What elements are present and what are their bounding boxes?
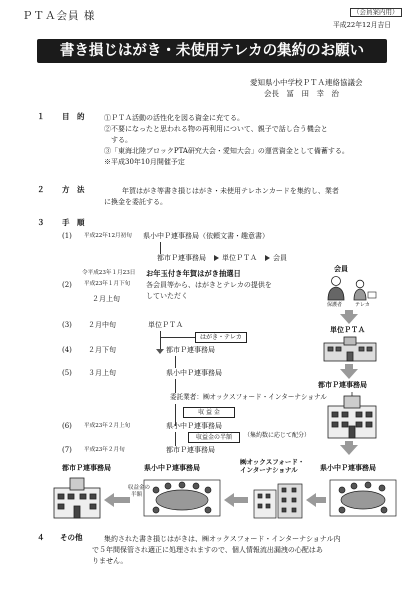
page-title: 書き損じはがき・未使用テレカの集約のお願い — [37, 39, 387, 63]
step-5-number: (5) — [62, 369, 72, 377]
step-1-date: 平成22年12月初旬 — [84, 233, 132, 239]
step-1-sub-unit: 単位ＰＴＡ — [222, 254, 257, 262]
step-1-number: (1) — [62, 232, 72, 240]
step-5-text: 県小中Ｐ連事務局 — [166, 369, 222, 377]
vendor-buildings-icon — [254, 484, 302, 518]
meeting-room-icon — [144, 480, 220, 516]
step-3-tag: はがき・テレカ — [195, 332, 247, 343]
city-hall-icon — [328, 392, 376, 438]
step-1-text: 県小中Ｐ連事務局（依頼文書・趣意書） — [143, 232, 269, 240]
step-2-date: 平成23年１月下旬 — [84, 281, 131, 287]
parent-figure-icon — [328, 277, 344, 301]
bottom-city-hall-icon — [54, 478, 100, 518]
bottom-arrow-left-icon — [104, 493, 130, 507]
step-6-text: 県小中Ｐ連事務局 — [166, 422, 222, 430]
other-heading: その他 — [60, 533, 83, 542]
step-7-date: 平成23年２月旬 — [84, 447, 125, 453]
step-7-text: 都市Ｐ連事務局 — [166, 446, 215, 454]
step-1-sub-member: 会員 — [273, 254, 287, 262]
document-date: 平成22年12月吉日 — [333, 21, 392, 29]
document-badge: （会員案内用） — [350, 8, 402, 17]
purpose-item-2: ②不要になったと思われる物の再利用について、親子で話し合う機会と — [104, 125, 328, 133]
organization-name: 愛知県小中学校ＰＴＡ連絡協議会 — [250, 78, 363, 87]
arrow-down-1 — [340, 314, 358, 324]
step-2-text-2: 各会員等から、はがきとテレカの提供を — [146, 281, 272, 289]
step-4-number: (4) — [62, 346, 72, 354]
steps-number: ３ — [37, 218, 45, 227]
recipient: ＰＴＡ会員 様 — [22, 10, 96, 22]
child-figure-icon — [354, 280, 366, 300]
method-line-2: に換金を委託する。 — [104, 198, 167, 206]
meeting-room-right-icon — [330, 480, 396, 516]
step-6-number: (6) — [62, 422, 72, 430]
purpose-note: ※平成30年10月開催予定 — [104, 158, 185, 166]
step-2-date-2: ２月上旬 — [92, 295, 120, 303]
bottom-arrow-left-3-icon — [306, 493, 326, 507]
bottom-flow-illustration — [10, 474, 410, 524]
step-6-connector — [175, 432, 176, 446]
arrow-down-2 — [340, 369, 358, 379]
steps-heading: 手 順 — [62, 218, 85, 227]
step-1-connector — [160, 242, 161, 254]
bottom-vendor-label-1: ㈱オックスフォード・ — [240, 458, 305, 466]
step-4-connector — [175, 356, 176, 368]
step-2-date-0: 令平成23年１月23日 — [82, 270, 136, 276]
other-line-3: りません。 — [92, 557, 128, 565]
step-1-arrow-2 — [265, 255, 270, 261]
step-3-date: ２月中旬 — [88, 321, 116, 329]
step-6-date: 平成23年２月上旬 — [84, 423, 131, 429]
bottom-pref-office-label-1: 県小中Ｐ連事務局 — [144, 464, 200, 472]
step-5-date: ３月上旬 — [88, 369, 116, 377]
half-label-2: 半額 — [131, 492, 143, 498]
step-4-date: ２月下旬 — [88, 346, 116, 354]
other-number: ４ — [37, 533, 45, 542]
step-3-number: (3) — [62, 321, 72, 329]
half-note: （集約数に応じて配分） — [244, 432, 311, 439]
diagram-parent-label: 保護者 — [327, 302, 343, 308]
bottom-vendor-label-2: インターナショナル — [240, 466, 298, 474]
other-line-1: 集約された書き損じはがきは、㈱オックスフォード・インターナショナル内 — [104, 535, 341, 543]
telecard-icon — [368, 292, 376, 298]
step-4-text: 都市Ｐ連事務局 — [166, 346, 215, 354]
step-3-text: 単位ＰＴＡ — [148, 321, 183, 329]
step-3-connector — [160, 331, 161, 351]
step-2-number: (2) — [62, 281, 72, 289]
step-2-text-3: していただく — [146, 292, 188, 300]
diagram-city-office-label: 都市Ｐ連事務局 — [318, 381, 367, 389]
consign-tag: 収 益 金 — [183, 407, 235, 418]
bottom-pref-office-label-2: 県小中Ｐ連事務局 — [320, 464, 376, 472]
method-line-1: 年賀はがき等書き損じはがき・未使用テレホンカードを集約し、業者 — [122, 187, 339, 195]
diagram-member-label: 会員 — [334, 265, 348, 273]
step-3-tag-line — [161, 337, 195, 338]
city-hall-illustration — [324, 392, 380, 440]
diagram-unit-pta-label: 単位ＰＴＡ — [330, 326, 365, 334]
step-1-sub-city: 都市Ｐ連事務局 — [157, 254, 206, 262]
purpose-heading: 目 的 — [62, 112, 85, 121]
purpose-item-2b: する。 — [104, 136, 132, 144]
bottom-city-office-label: 都市Ｐ連事務局 — [62, 464, 111, 472]
half-tag: 収益金の半額 — [188, 432, 240, 443]
other-line-2: で５年間保管され適正に処理されますので、個人情報流出漏洩の心配はあ — [92, 546, 323, 554]
arrow-down-3 — [340, 445, 358, 455]
school-building-icon — [324, 337, 376, 361]
purpose-item-1: ①ＰＴＡ活動の活性化を図る資金に充てる。 — [104, 114, 244, 122]
purpose-number: １ — [37, 112, 45, 121]
step-1-arrow-1 — [214, 255, 219, 261]
step-3-arrow — [156, 349, 164, 354]
diagram-telecard-label: テレカ — [355, 302, 370, 308]
bottom-arrow-left-2-icon — [224, 493, 248, 507]
consign-vendor: 委託業者：㈱オックスフォード・インターナショナル — [170, 393, 327, 401]
school-illustration — [320, 335, 380, 363]
step-7-number: (7) — [62, 446, 72, 454]
step-5-connector — [175, 379, 176, 393]
method-number: ２ — [37, 185, 45, 194]
chair-name: 会長 冨 田 幸 治 — [264, 89, 339, 98]
method-heading: 方 法 — [62, 185, 85, 194]
half-label-1: 収益金の — [128, 485, 151, 491]
purpose-item-3: ③「東海北陸ブロックPTA研究大会・愛知大会」の運営資金として備蓄する。 — [104, 147, 349, 155]
step-2-text-1: お年玉付き年賀はがき抽選日 — [146, 269, 241, 278]
